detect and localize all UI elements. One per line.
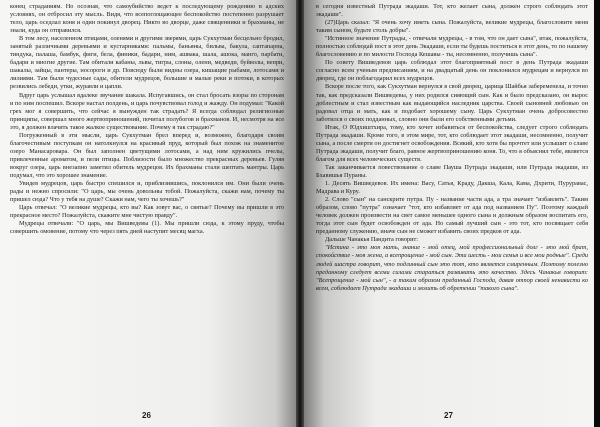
right-paragraph-5: Вскоре после того, как Сукхутман вернулся в свой дворец, царица Шайбья забеременела, и точно так, как предсказали Вишведевы, у них родился сияющий сын. Как и было предсказано, он вырос доблестным и стал известным как выдающийся наследник царства. Своей сыновней любовью он радовал отца и мать, как и подобает хорошему сыну. Царь Сукхутман очень добросовестно заботился о своих подданных, словно они были его собственными детьми. xyxy=(316,83,588,123)
right-paragraph-4: По совету Вишведевов царь соблюдал этот благоприятный пост в день Путрада экадаши согласно всем ученым предписаниям, и на двадцатый день он поклонился мудрецам и вернулся во дворец, где он поблагодарил всех мудрецов. xyxy=(316,59,588,83)
right-paragraph-chanakya: Дальше Чанакья Пандита говорит: xyxy=(325,236,418,244)
left-paragraph-5: Увидев мудрецов, царь быстро спешился и, приблизившись, поклонился им. Они были очень рады и нежно спросили: "О царь, мы очень довольны тобой. Пожалуйста, скажи нам, почему ты пришел сюда? Что у тебя на душе? Скажи нам, чего ты хочешь?" xyxy=(10,180,284,204)
left-paragraph-3: Вдруг царь услышал вдалеке звучание шакала. Испугавшись, он стал бросать взоры по сторонам и по ним поспешил. Вскоре настал полдень, и царь почувствовал голод и жажду. Он подумал: "Какой грех мог я совершить, что сейчас я вынужден так страдать? Я всегда соблюдал религиозные принципы, совершал много жертвоприношений, почитал полубогов и брахманов. И, несмотря на все это, я должен влачить такое жалкое существование. Почему я так страдаю?" xyxy=(10,91,284,131)
right-paragraph-1: в сегодня известный Путрада экадаши. Тот, кто желает сына, должен строго соблюдать этот экадаши". xyxy=(316,3,588,19)
right-paragraph-7: Так заканчивается повествование о славе Пауша Путрада экадаши, или Путрада экадаши, из Бхавишья Пураны. xyxy=(316,163,588,179)
right-page xyxy=(304,0,594,427)
left-paragraph-1: конец страданиям. Но осознав, что самоубийство ведет к последующему рождению в адских условиях, он отбросил эту мысль. Видя, что всепоглощающее беспокойство постепенно разрушает тело, царь оседлал коня и один покинул дворец. Никто во дворце, даже священники и брахманы, не знали, куда он отправился. xyxy=(10,3,284,35)
page-edge-shadow xyxy=(594,0,600,427)
book-gutter xyxy=(296,0,304,427)
left-paragraph-6: Царь отвечал: "О великие мудрецы, кто вы? Как зовут вас, о святые? Почему вы пришли в это прекрасное место? Пожалуйста, скажите мне чистую правду". xyxy=(10,204,284,220)
left-paragraph-7: Мудрецы отвечали: "О царь, мы Вишведевы (1). Мы пришли сюда, к этому пруду, чтобы совершить омовение, потому что через пять дней наступит месяц магха. xyxy=(10,220,284,236)
left-paragraph-4: Погруженный в эти мысли, царь Сукхутман брел вперед и, возможно, благодаря своим благочестивым поступкам он натолкнулся на красивый пруд, который был похож на знаменитое озеро Манасаровара. Он был заполнен цветущими лотосами, а над ним кружились пчелы, привлеченные ароматом, и пели птицы. Поблизости было множество прекрасных деревьев. Гуляя вокруг озера, царь внезапно заметил обитель мудрецов. Их брахманы стали шептать мантры. Царь подумал, что это хорошее знамение. xyxy=(10,131,284,179)
right-page-number: 27 xyxy=(444,411,453,420)
right-paragraph-quote: "Истина - это моя мать, знание - мой отец, мой профессиональный долг - это мой брат, спокойствие - моя жена, а всепрощение - мой сын. Эти шесть - мои семья и все мои родные". Среди людей шастра говорит, что подлинный сын это тот, кто является смиренным. Поэтому полезно преданному следует всеми силами стараться развивать это качество. Здесь Чанакья говорит: "Всепрощение - мой сын", - а таким образом преданный Господа, давая отпор своей ненависти ко всем, соблюдает Путрада экадаши и молить об обретении "такого сына". xyxy=(316,244,588,292)
right-paragraph-6: Итак, О Юдхиштхира, тому, кто хочет избавиться от беспокойства, следует строго соблюдать Путрада экадаши. Кроме того, в этом мире, тот, кто соблюдает этот экадаши, несомненно, получит сына, а после смерти он достигнет освобождения. Всякий, кто хотя бы прочтет или услышит о славе Путрада экадаши, получит благо, равное жертвоприношению коня. То, что я объяснил тебе, является благом для всех человеческих существ. xyxy=(316,123,588,163)
left-page-text xyxy=(10,3,284,236)
right-paragraph-3: "Истинное значение Путрады, - отвечали мудрецы, - в том, что он дает сына", итак, пожалуйста, полностью соблюдай пост в этот день Экадаши, если ты будешь поститься в этот день, то по нашему благословению и по милости Господа Кешавы - ты, несомненно, получишь сына". xyxy=(316,35,588,59)
right-footnote-2: 2. Слово "сын" на санскрите путра. Пу - название части ада, а тра значает "избавлять". Таким образом, слово "путра" означает "тот, кто избавляет от ада под названием Пу". Поэтому каждый человек должен произвести на свет самое меньшее одного сына и должным образом воспитать его, тогда этот сын будет освобожден от ада. Но самый лучший сын - это тот, кто посвящает себя преданному служению, иначе сын не сможет избавить своих предков от ада. xyxy=(316,196,588,236)
left-page-number: 26 xyxy=(142,411,151,420)
right-page-text xyxy=(316,3,588,293)
left-page xyxy=(0,0,296,427)
right-footnote-1: 1. Десять Вишведевов. Их имена: Васу, Сатья, Краду, Дакша, Кала, Кама, Дхрити, Пуруравас, Мадрава и Куру. xyxy=(316,180,588,196)
right-paragraph-2: (27)Царь сказал: "Я очень хочу иметь сына. Пожалуйста, великие мудрецы, благословите меня таким сыном, будьте столь добры". xyxy=(316,19,588,35)
left-paragraph-2: В том лесу, населенном птицами, оленями и другими зверями, царь Сукхутман бесцельно бродил, занятый различными деревьями и кустарниками: пальмы, баньяны, бильва, бакула, саптапарна, тиндука, палаша, бамбук, фиги, бела, финики, бадари, ним, ашвака, шала, ашока, манго, парбати, бадари и многие другие. Там обитали кабаны, львы, тигры, слоны, олени, медведи, буйволы, вепри, шакалы, зайцы, пантеры, носороги и др. Повсюду были видны озера, кишащие рыбами, лотосами и лилиями. Там были чудесные сады, обители мудрецов, большие и малые реки и потоки, в которых резвились лебеди, утки, журавли и цапли. xyxy=(10,35,284,91)
